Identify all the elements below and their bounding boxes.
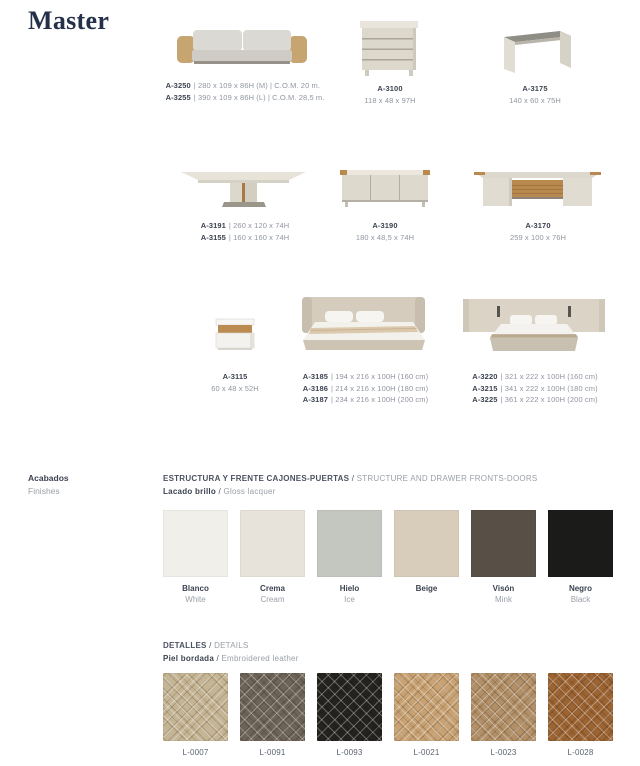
swatch-name-en: Ice [344, 595, 355, 604]
lacquer-swatch-blanco [163, 510, 228, 605]
swatch-tile [548, 673, 613, 741]
leather-title-en: DETAILS [214, 641, 249, 650]
product-code: A-3215 [472, 383, 498, 393]
leather-swatch-row [163, 673, 613, 758]
product-dims: | 234 x 216 x 100H (200 cm) [331, 395, 429, 404]
lacquer-swatch-negro [548, 510, 613, 605]
leather-title [163, 639, 623, 652]
dining-table-label [160, 220, 330, 243]
leather-swatch-l0028 [548, 673, 613, 758]
swatch-tile [394, 510, 459, 577]
swatch-tile [317, 510, 382, 577]
product-dims: | 194 x 216 x 100H (160 cm) [331, 372, 429, 381]
leather-swatch-l0093 [317, 673, 382, 758]
dressing-table-label [495, 83, 575, 106]
lacquer-swatch-crema [240, 510, 305, 605]
leather-swatch-l0021 [394, 673, 459, 758]
page-title: Master [28, 6, 110, 35]
sideboard-image [337, 164, 433, 210]
bed-large-label [455, 371, 615, 406]
sofa-label [150, 80, 340, 103]
swatch-name-es: Visón [492, 584, 515, 593]
swatch-name-es: Crema [260, 584, 285, 593]
title-separator: / [206, 641, 215, 650]
product-code: A-3250 [165, 81, 191, 90]
finishes-sidebar-label [28, 472, 69, 497]
leather-swatch-l0007 [163, 673, 228, 758]
lacquer-swatch-beige [394, 510, 459, 605]
nightstand-image [212, 314, 258, 354]
swatch-tile [471, 673, 536, 741]
product-code: A-3115 [222, 372, 248, 381]
lacquer-subtitle [163, 485, 623, 498]
desk-image [472, 163, 603, 213]
product-dims: | 280 x 109 x 86H (M) | C.O.M. 20 m. [193, 81, 321, 90]
product-code: A-3186 [302, 383, 328, 393]
finishes-label-es: Acabados [28, 473, 69, 483]
product-dims: 60 x 48 x 52H [211, 383, 259, 393]
lacquer-title [163, 472, 623, 485]
swatch-name-es: Hielo [339, 584, 360, 593]
swatch-code: L-0007 [182, 748, 209, 757]
swatch-name-en: Black [570, 595, 591, 604]
swatch-name-es: Beige [415, 584, 438, 593]
swatch-code: L-0091 [259, 748, 286, 757]
product-dims: | 160 x 160 x 74H [228, 232, 290, 242]
leather-subtitle-en: Embroidered leather [221, 654, 299, 663]
swatch-tile [163, 510, 228, 577]
subtitle-separator: / [216, 487, 224, 496]
sideboard-label [345, 220, 425, 243]
product-code: A-3225 [472, 395, 498, 404]
product-dims: 118 x 48 x 97H [364, 95, 416, 105]
product-dims: 259 x 100 x 76H [509, 232, 567, 242]
dressing-table-image [498, 27, 572, 77]
lacquer-swatch-row [163, 510, 613, 605]
leather-swatch-l0023 [471, 673, 536, 758]
product-code: A-3187 [302, 395, 328, 404]
leather-subtitle-es: Piel bordada [163, 654, 215, 663]
product-dims: | 214 x 216 x 100H (180 cm) [331, 383, 429, 393]
product-dims: | 390 x 109 x 86H (L) | C.O.M. 28,5 m. [193, 92, 325, 102]
lacquer-title-es: ESTRUCTURA Y FRENTE CAJONES-PUERTAS [163, 474, 350, 483]
leather-swatch-l0091 [240, 673, 305, 758]
desk-label [494, 220, 582, 243]
bed-small-label [283, 371, 448, 406]
swatch-name-en: White [185, 595, 206, 604]
swatch-tile [317, 673, 382, 741]
product-dims: 140 x 60 x 75H [509, 95, 561, 105]
lacquer-section-header [163, 472, 623, 498]
swatch-tile [240, 510, 305, 577]
product-dims: | 341 x 222 x 100H (180 cm) [500, 383, 598, 393]
leather-subtitle [163, 652, 623, 665]
swatch-code: L-0021 [413, 748, 440, 757]
swatch-code: L-0023 [490, 748, 517, 757]
swatch-tile [471, 510, 536, 577]
product-code: A-3175 [522, 84, 548, 93]
swatch-name-en: Cream [260, 595, 285, 604]
product-code: A-3220 [472, 372, 498, 381]
product-code: A-3255 [165, 92, 191, 102]
product-code: A-3190 [372, 221, 398, 230]
product-code: A-3100 [377, 84, 403, 93]
product-dims: | 321 x 222 x 100H (160 cm) [500, 372, 598, 381]
lacquer-swatch-vison [471, 510, 536, 605]
dining-table-image [180, 160, 307, 212]
leather-title-es: DETALLES [163, 641, 207, 650]
nightstand-label [198, 371, 272, 394]
finishes-label-en: Finishes [28, 485, 60, 496]
lacquer-swatch-hielo [317, 510, 382, 605]
lacquer-subtitle-en: Gloss lacquer [223, 487, 276, 496]
swatch-name-es: Negro [568, 584, 593, 593]
chest-label [350, 83, 430, 106]
swatch-tile [548, 510, 613, 577]
product-dims: | 260 x 120 x 74H [228, 221, 290, 230]
title-separator: / [349, 474, 357, 483]
product-code: A-3185 [302, 372, 328, 381]
product-dims: | 361 x 222 x 100H (200 cm) [500, 395, 598, 404]
chest-image [357, 17, 423, 79]
leather-section-header [163, 639, 623, 665]
lacquer-title-en: STRUCTURE AND DRAWER FRONTS-DOORS [356, 474, 538, 483]
swatch-tile [163, 673, 228, 741]
swatch-name-es: Blanco [182, 584, 209, 593]
subtitle-separator: / [214, 654, 222, 663]
product-code: A-3170 [525, 221, 551, 230]
swatch-tile [394, 673, 459, 741]
product-code: A-3191 [200, 221, 226, 230]
sofa-image [177, 25, 307, 71]
product-code: A-3155 [200, 232, 226, 242]
bed-small-image [295, 295, 432, 354]
swatch-tile [240, 673, 305, 741]
product-dims: 180 x 48,5 x 74H [355, 232, 415, 242]
lacquer-subtitle-es: Lacado brillo [163, 487, 217, 496]
swatch-code: L-0028 [567, 748, 594, 757]
bed-large-image [461, 294, 607, 357]
swatch-code: L-0093 [336, 748, 363, 757]
swatch-name-en: Mink [495, 595, 512, 604]
